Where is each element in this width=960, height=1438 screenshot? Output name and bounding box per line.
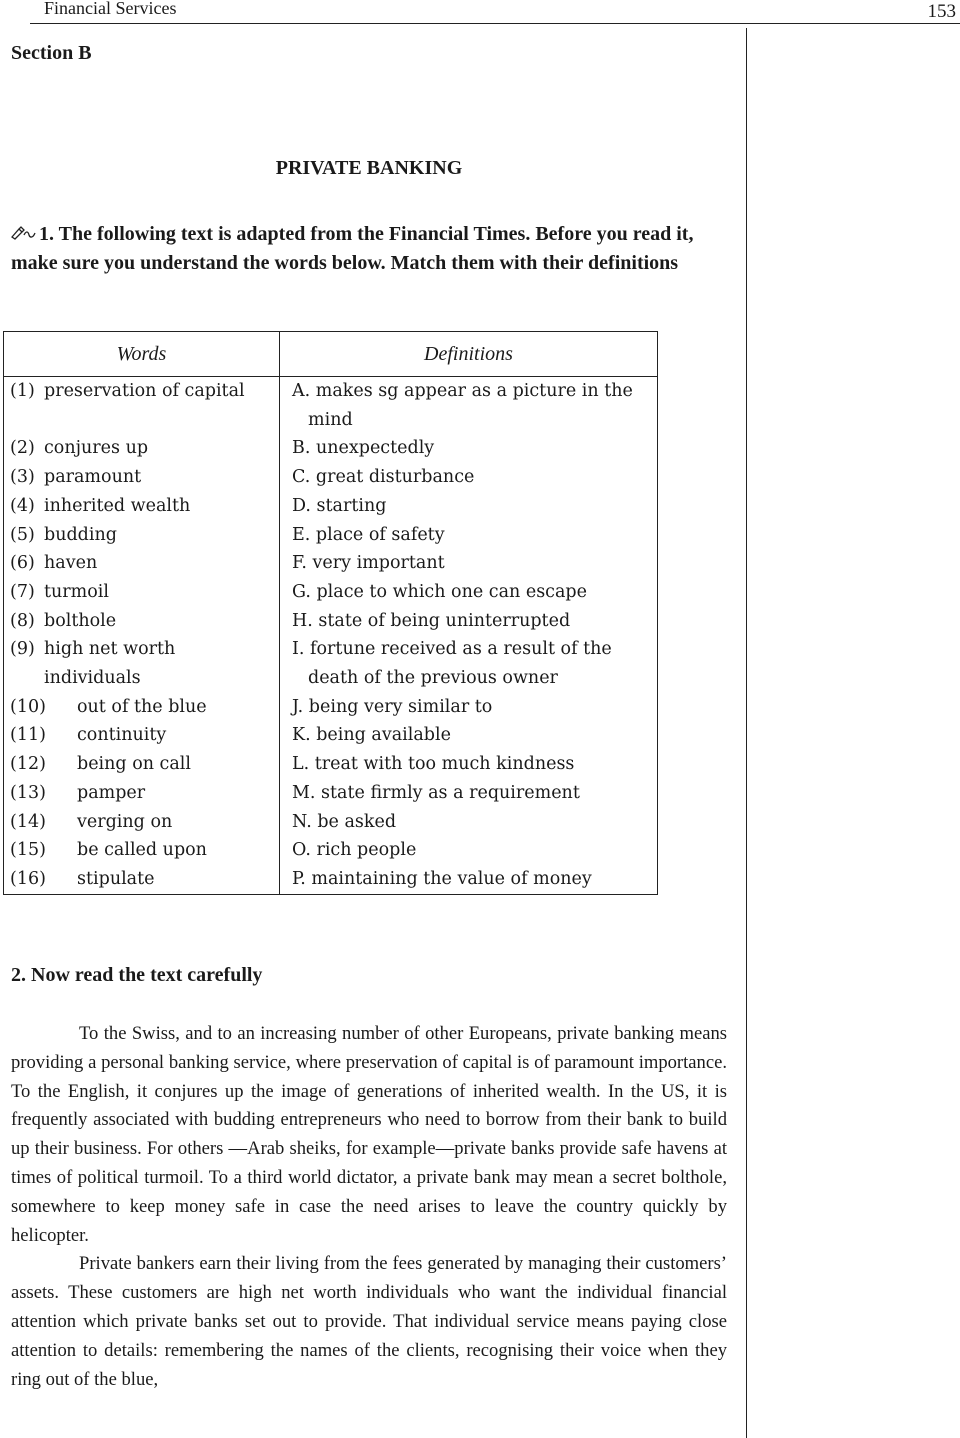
definition-item: A. makes sg appear as a picture in the — [292, 381, 633, 401]
definition-item: O. rich people — [292, 840, 417, 861]
word-number: (13) — [10, 782, 46, 803]
word-item — [4, 635, 279, 664]
word-item — [4, 779, 279, 808]
word-text: individuals — [44, 668, 141, 689]
word-number: (15) — [10, 840, 46, 861]
word-number: (6) — [10, 553, 35, 574]
word-item — [4, 865, 279, 894]
word-text: bolthole — [44, 610, 117, 631]
margin-rule — [746, 28, 747, 1438]
word-number: (10) — [10, 696, 46, 717]
pencil-icon — [11, 220, 37, 249]
word-item — [4, 521, 279, 550]
definition-item: J. being very similar to — [292, 696, 493, 717]
word-text: pamper — [77, 782, 146, 803]
word-text: be called upon — [77, 840, 207, 861]
word-item — [4, 434, 279, 463]
instruction-text: 1. The following text is adapted from the Financial Times. Before you read it, make sure you understand the words below. Match them with their definitions — [11, 223, 694, 274]
word-text: out of the blue — [77, 696, 207, 717]
definition-item: N. be asked — [292, 811, 397, 832]
words-header: Words — [4, 332, 280, 377]
definition-item: D. starting — [292, 495, 387, 516]
word-number: (12) — [10, 754, 46, 775]
definition-item: H. state of being uninterrupted — [292, 610, 571, 631]
definition-item: I. fortune received as a result of the — [292, 639, 612, 660]
word-item — [4, 607, 279, 636]
definition-item: E. place of safety — [292, 524, 445, 545]
definition-item: P. maintaining the value of money — [292, 868, 592, 889]
words-list — [4, 377, 279, 894]
definition-item: death of the previous owner — [308, 668, 558, 689]
word-number: (4) — [10, 495, 35, 516]
word-item — [4, 664, 279, 693]
word-item — [4, 549, 279, 578]
word-text: preservation of capital — [44, 381, 245, 401]
word-text: turmoil — [44, 581, 109, 602]
word-item — [4, 721, 279, 750]
word-text: budding — [44, 524, 117, 545]
word-item — [4, 492, 279, 521]
word-text: conjures up — [44, 438, 149, 459]
word-number: (8) — [10, 610, 35, 631]
page-title: PRIVATE BANKING — [275, 157, 463, 179]
word-item — [4, 808, 279, 837]
word-number: (1) — [10, 381, 35, 401]
word-number: (9) — [10, 639, 35, 660]
instruction — [11, 220, 721, 278]
word-number — [4, 664, 44, 693]
word-number: (2) — [10, 438, 35, 459]
definition-item: mind — [308, 409, 353, 430]
word-number: (5) — [10, 524, 35, 545]
vocabulary-table — [3, 331, 658, 895]
word-number: (16) — [10, 868, 46, 889]
word-text: paramount — [44, 467, 142, 488]
definition-item: C. great disturbance — [292, 467, 475, 488]
word-item — [4, 693, 279, 722]
word-number: (3) — [10, 467, 35, 488]
word-item — [4, 836, 279, 865]
definitions-header: Definitions — [280, 332, 658, 377]
word-item — [4, 578, 279, 607]
definitions-list — [280, 377, 657, 894]
article-text — [11, 1020, 727, 1394]
word-item — [4, 406, 279, 435]
section-label: Section B — [11, 42, 92, 64]
word-text: verging on — [77, 811, 173, 832]
definition-item: L. treat with too much kindness — [292, 754, 575, 775]
word-text: stipulate — [77, 868, 155, 889]
running-title: Financial Services — [44, 0, 177, 18]
word-text: high net worth — [44, 639, 176, 660]
word-text: continuity — [77, 725, 167, 746]
page-number: 153 — [927, 1, 956, 22]
definition-item: M. state firmly as a requirement — [292, 782, 580, 803]
word-text: being on call — [77, 754, 191, 775]
word-item — [4, 377, 279, 406]
definition-item: F. very important — [292, 553, 445, 574]
definition-item: B. unexpectedly — [292, 438, 435, 459]
task-heading: 2. Now read the text carefully — [11, 964, 263, 986]
word-number: (14) — [10, 811, 46, 832]
word-number: (11) — [10, 725, 46, 746]
word-text: inherited wealth — [44, 495, 191, 516]
word-number: (7) — [10, 581, 35, 602]
definition-item: G. place to which one can escape — [292, 581, 587, 602]
article-paragraph: To the Swiss, and to an increasing number of other Europeans, private banking means providing a personal banking service, where preservation of capital is of paramount importance. To the English, it conjures up the image of generations of inherited wealth. In the US, it is frequently associated with budding entrepreneurs who need to borrow from their bank to build up their business. For others —Arab sheiks, for example—private banks provide safe havens at times of political turmoil. To a third world dictator, a private bank may mean a secret bolthole, somewhere to keep money safe in case the need arises to leave the country quickly by helicopter. — [11, 1023, 727, 1246]
word-text: haven — [44, 553, 98, 574]
definition-item: K. being available — [292, 725, 451, 746]
word-item — [4, 750, 279, 779]
word-item — [4, 463, 279, 492]
article-paragraph: Private bankers earn their living from the fees generated by managing their customers’ assets. These customers are high net worth individuals who want the individual financial attention which private banks set out to provide. That individual service means paying close attention to details: remembering the names of the clients, recognising their voice when they ring out of the blue, — [11, 1253, 727, 1390]
header-rule — [30, 23, 960, 24]
